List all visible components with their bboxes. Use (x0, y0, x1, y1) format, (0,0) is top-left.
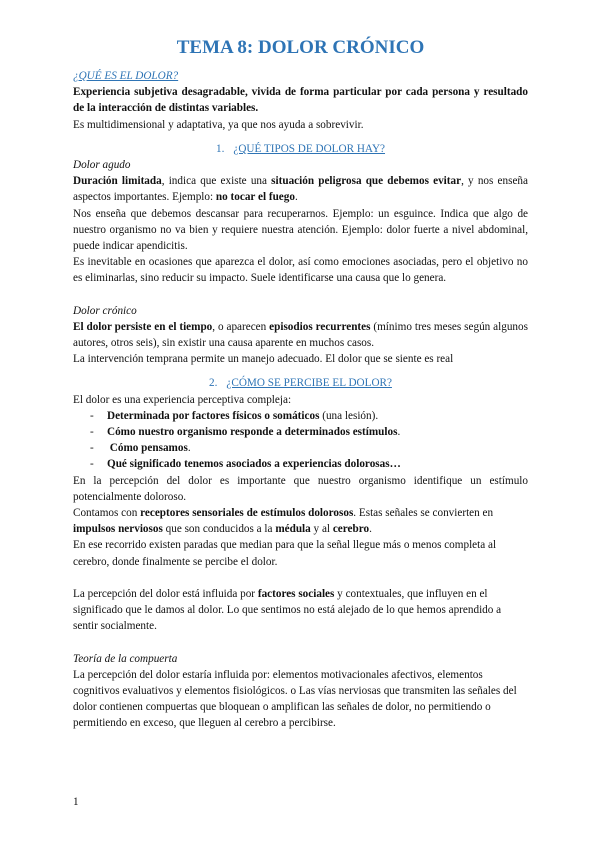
bold-text: no tocar el fuego (215, 191, 295, 204)
bold-text: factores sociales (257, 587, 335, 600)
page-title: TEMA 8: DOLOR CRÓNICO (176, 37, 425, 58)
paragraph: Es multidimensional y adaptativa, ya que nos ayuda a sobrevivir. (73, 118, 364, 131)
bold-text: Qué significado tenemos asociados a experiencias dolorosas… (107, 458, 401, 471)
text: que son conducidos a la (162, 523, 276, 536)
section-heading-text: ¿CÓMO SE PERCIBE EL DOLOR? (226, 377, 392, 390)
paragraph: Nos enseña que debemos descansar para recuperarnos. Ejemplo: un esguince. Indica que algo de nuestro organismo no va bien y requiere nuestra atención. Ejemplo: dolor fuerte a nivel abdominal, puede indicar apendicitis. (73, 207, 528, 253)
text: . Estas señales se convierten en (353, 507, 494, 520)
text: Contamos con (73, 507, 141, 520)
bold-text: Cómo nuestro organismo responde a determinados estímulos (107, 426, 398, 439)
text: La percepción del dolor está influida por (73, 587, 258, 600)
section-number: 2. (209, 377, 218, 390)
paragraph: En ese recorrido existen paradas que median para que la señal llegue más o menos completa al cerebro, donde finalmente se percibe el dolor. (73, 539, 497, 568)
paragraph: El dolor es una experiencia perceptiva compleja: (73, 393, 292, 406)
section-heading-tipos[interactable] (73, 141, 528, 157)
definition-bold-text: Experiencia subjetiva desagradable, vivida de forma particular por cada persona y resultado de la interacción de distintas variables. (73, 86, 528, 115)
bold-text: Duración limitada (73, 175, 162, 188)
list-item (73, 456, 528, 472)
factor-list (73, 408, 528, 473)
document-page (73, 36, 528, 732)
paragraph (73, 173, 528, 205)
text: . (397, 426, 401, 439)
bold-text: Determinada por factores físicos o somáticos (107, 409, 320, 422)
definition-paragraph (73, 84, 528, 116)
list-item (73, 408, 528, 424)
paragraph (73, 505, 528, 537)
text: . (369, 523, 372, 536)
text: (una lesión). (319, 409, 379, 422)
paragraph: En la percepción del dolor es importante que nuestro organismo identifique un estímulo potencialmente doloroso. (73, 474, 528, 503)
list-item (73, 440, 528, 456)
subheading-dolor-cronico: Dolor crónico (73, 304, 137, 317)
section-heading-text: ¿QUÉ TIPOS DE DOLOR HAY? (233, 142, 386, 155)
text: y al (310, 523, 333, 536)
page-number: 1 (73, 796, 79, 808)
bold-text: situación peligrosa que debemos evitar (271, 175, 462, 188)
bold-text: El dolor persiste en el tiempo (73, 320, 213, 333)
bold-text: Cómo pensamos (107, 442, 188, 455)
text: , y nos enseña aspectos importantes. Ejemplo: (73, 175, 528, 204)
paragraph (73, 586, 528, 635)
bold-text: cerebro (332, 523, 370, 536)
text: (mínimo tres meses según algunos autores, otros seis), sin existir una causa aparente en muchos casos. (73, 320, 528, 350)
paragraph: Es inevitable en ocasiones que aparezca el dolor, así como emociones asociadas, pero el objetivo no es eliminarlas, sino reducir su impacto. Suele identificarse una causa que lo genera. (73, 256, 528, 285)
text: , o aparecen (212, 320, 270, 333)
text: . (187, 442, 191, 455)
subheading-dolor-agudo: Dolor agudo (73, 159, 131, 172)
text: y contextuales, que influyen en el significado que le damos al dolor. Lo que sentimos no está alejado de lo que hemos aprendido a sentir socialmente. (73, 587, 502, 633)
text: . (294, 191, 298, 204)
subheading-teoria-compuerta: Teoría de la compuerta (73, 652, 178, 665)
text: , indica que existe una (161, 175, 272, 188)
bold-text: médula (275, 523, 311, 536)
list-item (73, 424, 528, 440)
section-number: 1. (215, 142, 225, 155)
section-heading-percepcion[interactable] (73, 375, 528, 391)
section-heading-que-es[interactable]: ¿QUÉ ES EL DOLOR? (73, 70, 179, 82)
paragraph: La percepción del dolor estaría influida por: elementos motivacionales afectivos, elementos cognitivos evaluativos y elementos fisiológicos. o Las vías nerviosas que transmiten las señales del dolor contienen compuertas que bloquean o amplifican las señales de dolor, no permitiendo o permitiendo en exceso, que lleguen al cerebro a percibirse. (73, 668, 517, 730)
bold-text: impulsos nerviosos (73, 523, 163, 536)
paragraph (73, 319, 528, 351)
bold-text: episodios recurrentes (269, 320, 371, 333)
paragraph: La intervención temprana permite un manejo adecuado. El dolor que se siente es real (73, 353, 454, 366)
bold-text: receptores sensoriales de estímulos dolorosos (140, 507, 354, 520)
